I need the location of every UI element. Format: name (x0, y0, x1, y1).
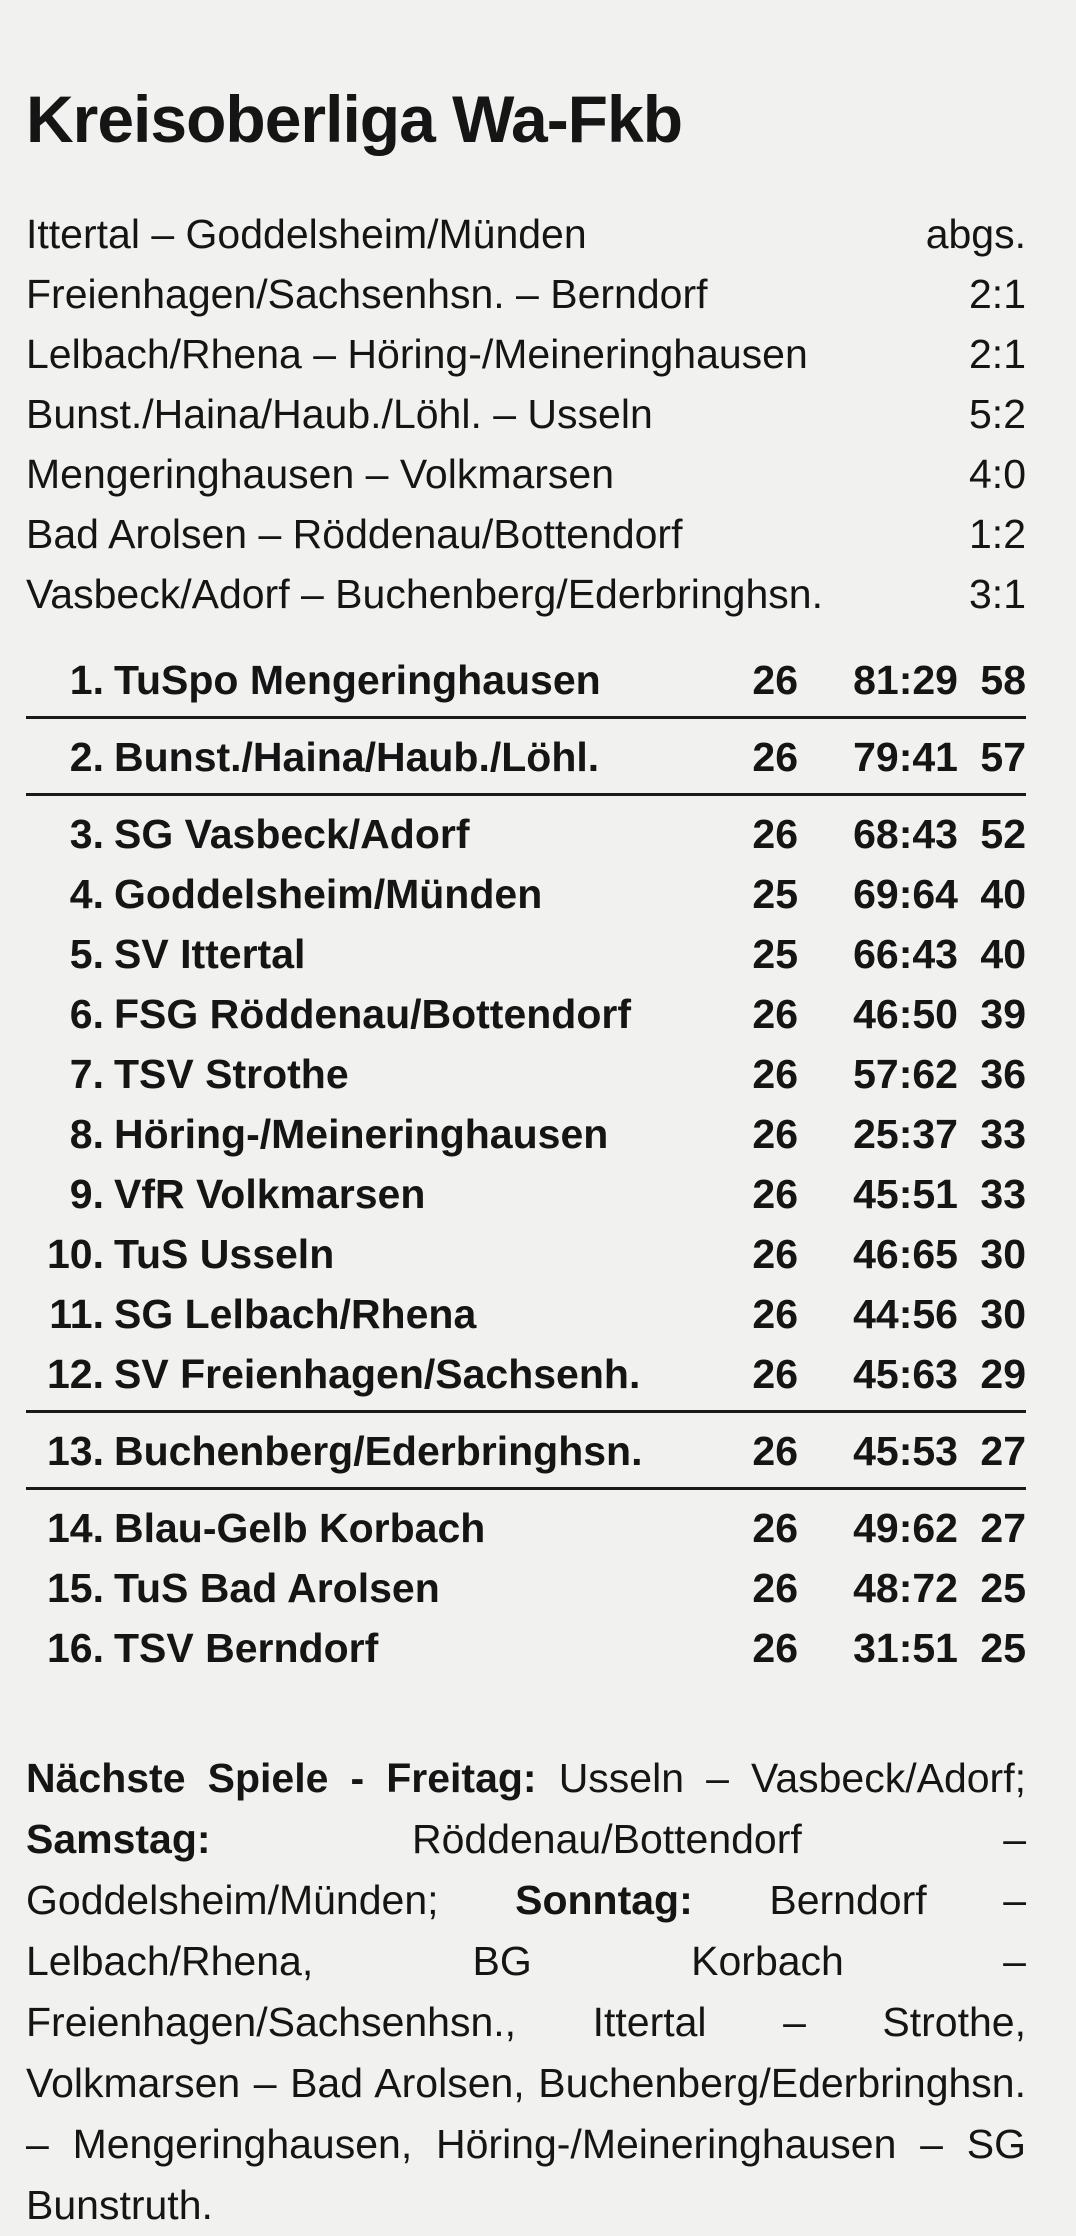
standings-points: 29 (980, 1351, 1026, 1397)
standings-points: 25 (980, 1565, 1026, 1611)
standings-goals: 49:62 (853, 1505, 958, 1551)
result-match: Lelbach/Rhena – Höring-/Meineringhausen (26, 331, 808, 377)
standings-rank: 9. (69, 1171, 104, 1217)
standings-row (26, 1558, 1026, 1618)
standings-points: 40 (980, 931, 1026, 977)
notes-sunday-text: Berndorf – Lelbach/Rhena, BG Korbach – Freienhagen/Sachsenhsn., Ittertal – Strothe, Volkmarsen – Bad Arolsen, Buchenberg/Ederbringhsn. – Mengeringhausen, Höring-/Meineringhausen – SG Bunstruth. (26, 1877, 1026, 2228)
standings-rank: 4. (69, 871, 104, 917)
standings-row (26, 727, 1026, 787)
standings-rank: 14. (47, 1505, 104, 1551)
standings-row (26, 984, 1026, 1044)
standings-team: Buchenberg/Ederbringhsn. (114, 1428, 643, 1474)
result-score: 4:0 (969, 451, 1026, 497)
standings-goals: 79:41 (853, 734, 958, 780)
standings-rank: 12. (47, 1351, 104, 1397)
standings-games: 26 (752, 734, 798, 780)
standings-rank: 16. (47, 1625, 104, 1671)
table-divider (26, 1487, 1026, 1490)
result-row (26, 564, 1026, 624)
standings-team: FSG Röddenau/Bottendorf (114, 991, 632, 1037)
standings-points: 33 (980, 1111, 1026, 1157)
standings-row (26, 1224, 1026, 1284)
standings-games: 26 (752, 1625, 798, 1671)
standings-goals: 66:43 (853, 931, 958, 977)
standings-team: SG Lelbach/Rhena (114, 1291, 477, 1337)
standings-team: Goddelsheim/Münden (114, 871, 543, 917)
standings-goals: 25:37 (853, 1111, 958, 1157)
notes-friday-label: Nächste Spiele - Freitag: (26, 1755, 537, 1801)
standings-games: 25 (752, 871, 798, 917)
standings-team: Blau-Gelb Korbach (114, 1505, 486, 1551)
standings-team: TSV Berndorf (114, 1625, 379, 1671)
standings-team: SG Vasbeck/Adorf (114, 811, 470, 857)
standings-team: VfR Volkmarsen (114, 1171, 426, 1217)
result-score: 2:1 (969, 331, 1026, 377)
result-match: Freienhagen/Sachsenhsn. – Berndorf (26, 271, 708, 317)
result-row (26, 264, 1026, 324)
standings-goals: 69:64 (853, 871, 958, 917)
standings-goals: 57:62 (853, 1051, 958, 1097)
result-score: abgs. (925, 211, 1026, 257)
standings-points: 36 (980, 1051, 1026, 1097)
standings-games: 26 (752, 1291, 798, 1337)
result-score: 1:2 (969, 511, 1026, 557)
standings-games: 26 (752, 991, 798, 1037)
standings-rank: 10. (47, 1231, 104, 1277)
standings-points: 25 (980, 1625, 1026, 1671)
standings-points: 30 (980, 1231, 1026, 1277)
standings-team: Höring-/Meineringhausen (114, 1111, 609, 1157)
standings-rank: 13. (47, 1428, 104, 1474)
standings-row (26, 804, 1026, 864)
standings-row (26, 650, 1026, 710)
result-row (26, 384, 1026, 444)
standings-games: 26 (752, 1565, 798, 1611)
result-score: 2:1 (969, 271, 1026, 317)
standings-row (26, 1284, 1026, 1344)
standings-games: 26 (752, 657, 798, 703)
standings-row (26, 1104, 1026, 1164)
standings-goals: 48:72 (853, 1565, 958, 1611)
standings-team: TuS Bad Arolsen (114, 1565, 440, 1611)
standings-points: 27 (980, 1428, 1026, 1474)
standings-points: 40 (980, 871, 1026, 917)
match-results (26, 204, 1026, 624)
notes-saturday-label: Samstag: (26, 1816, 211, 1862)
standings-games: 26 (752, 1231, 798, 1277)
standings-goals: 45:63 (853, 1351, 958, 1397)
result-match: Mengeringhausen – Volkmarsen (26, 451, 615, 497)
next-games-notes (26, 1748, 1026, 2236)
table-divider (26, 716, 1026, 719)
standings-goals: 81:29 (853, 657, 958, 703)
result-row (26, 504, 1026, 564)
standings-rank: 8. (69, 1111, 104, 1157)
standings-rank: 1. (69, 657, 104, 703)
standings-row (26, 924, 1026, 984)
standings-games: 26 (752, 811, 798, 857)
standings-rank: 5. (69, 931, 104, 977)
standings-rank: 2. (69, 734, 104, 780)
result-match: Vasbeck/Adorf – Buchenberg/Ederbringhsn. (26, 571, 823, 617)
standings-goals: 44:56 (853, 1291, 958, 1337)
standings-row (26, 1044, 1026, 1104)
result-match: Bad Arolsen – Röddenau/Bottendorf (26, 511, 683, 557)
standings-games: 26 (752, 1171, 798, 1217)
standings-team: TuS Usseln (114, 1231, 335, 1277)
standings-team: Bunst./Haina/Haub./Löhl. (114, 734, 600, 780)
table-divider (26, 793, 1026, 796)
standings-points: 27 (980, 1505, 1026, 1551)
result-row (26, 444, 1026, 504)
standings-goals: 45:51 (853, 1171, 958, 1217)
standings-team: SV Ittertal (114, 931, 306, 977)
notes-saturday-text: Röddenau/Bottendorf – Goddelsheim/Münden; (26, 1816, 1026, 1923)
standings-row (26, 864, 1026, 924)
standings-team: SV Freienhagen/Sachsenh. (114, 1351, 641, 1397)
standings-points: 52 (980, 811, 1026, 857)
standings-games: 25 (752, 931, 798, 977)
standings-row (26, 1421, 1026, 1481)
standings-rank: 3. (69, 811, 104, 857)
result-row (26, 204, 1026, 264)
standings-games: 26 (752, 1051, 798, 1097)
standings-rank: 15. (47, 1565, 104, 1611)
standings-team: TuSpo Mengeringhausen (114, 657, 601, 703)
league-title: Kreisoberliga Wa-Fkb (26, 82, 683, 156)
standings-row (26, 1344, 1026, 1404)
result-score: 5:2 (969, 391, 1026, 437)
standings-points: 58 (980, 657, 1026, 703)
standings-table (26, 650, 1026, 1678)
table-divider (26, 1410, 1026, 1413)
result-match: Bunst./Haina/Haub./Löhl. – Usseln (26, 391, 653, 437)
standings-points: 30 (980, 1291, 1026, 1337)
standings-goals: 46:65 (853, 1231, 958, 1277)
standings-games: 26 (752, 1111, 798, 1157)
result-score: 3:1 (969, 571, 1026, 617)
standings-games: 26 (752, 1351, 798, 1397)
standings-rank: 11. (49, 1291, 104, 1337)
standings-games: 26 (752, 1428, 798, 1474)
standings-points: 39 (980, 991, 1026, 1037)
standings-row (26, 1164, 1026, 1224)
standings-goals: 68:43 (853, 811, 958, 857)
standings-row (26, 1498, 1026, 1558)
standings-points: 57 (980, 734, 1026, 780)
standings-goals: 46:50 (853, 991, 958, 1037)
standings-rank: 7. (69, 1051, 104, 1097)
result-row (26, 324, 1026, 384)
notes-sunday-label: Sonntag: (515, 1877, 693, 1923)
standings-points: 33 (980, 1171, 1026, 1217)
standings-rank: 6. (69, 991, 104, 1037)
result-match: Ittertal – Goddelsheim/Münden (26, 211, 587, 257)
standings-games: 26 (752, 1505, 798, 1551)
standings-goals: 45:53 (853, 1428, 958, 1474)
standings-goals: 31:51 (853, 1625, 958, 1671)
standings-row (26, 1618, 1026, 1678)
notes-friday-text: Usseln – Vasbeck/Adorf; (536, 1755, 1026, 1801)
standings-team: TSV Strothe (114, 1051, 349, 1097)
